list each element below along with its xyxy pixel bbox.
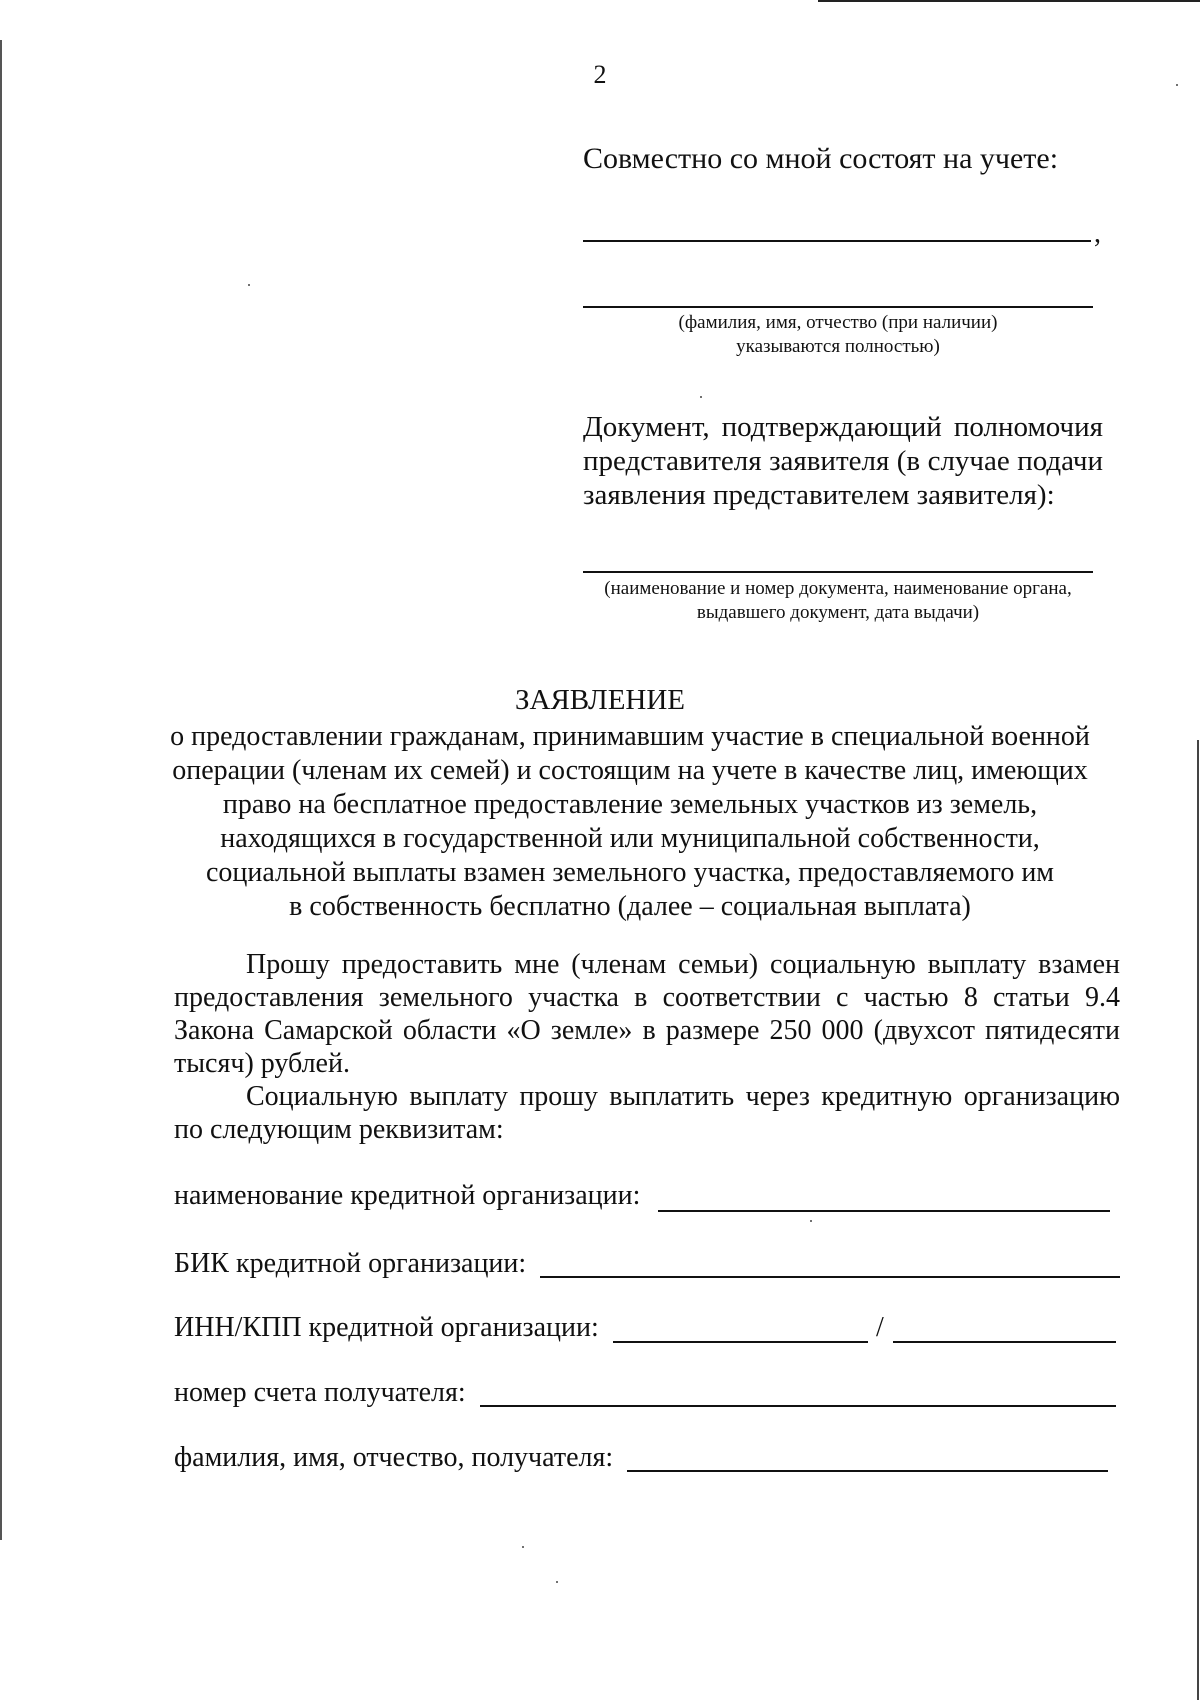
account-number-field[interactable] [480,1405,1116,1407]
bik-label: БИК кредитной организации: [174,1248,527,1279]
bik-field[interactable] [540,1276,1120,1278]
inn-field[interactable] [613,1341,868,1343]
scan-edge-top [818,0,1200,2]
kpp-field[interactable] [893,1341,1116,1343]
page-number: 2 [593,60,607,89]
inn-kpp-label: ИНН/КПП кредитной организации: [174,1312,599,1343]
payment-paragraph: Социальную выплату прошу выплатить через кредитную организацию по следующим реквизитам: [174,1081,1120,1145]
joint-member-line-2[interactable] [583,306,1093,308]
joint-member-line-1[interactable] [583,240,1091,242]
representative-document-caption: (наименование и номер документа, наименование органа, выдавшего документ, дата выдачи) [604,578,1072,623]
scan-speck [248,284,250,286]
recipient-name-field[interactable] [627,1470,1108,1472]
application-title: ЗАЯВЛЕНИЕ [514,684,686,716]
request-paragraph: Прошу предоставить мне (членам семьи) социальную выплату взамен предоставления земельного участка в соответствии с частью 8 статьи 9.4 Закона Самарской области «О земле» в размере 250 000 (двухсот пятидесяти тысяч) рублей. [174,949,1120,1079]
application-subtitle: о предоставлении гражданам, принимавшим участие в специальной военной операции (членам их семей) и состоящим на учете в качестве лиц, имеющих право на бесплатное предоставление земельных участков из земель, находящихся в государственной или муниципальной собственности, социальной выплаты взамен земельного участка, предоставляемого им в собственность бесплатно (далее – социальная выплата) [170,721,1090,922]
account-number-label: номер счета получателя: [174,1377,466,1408]
comma-mark: , [1094,218,1101,249]
scan-speck [700,396,702,398]
bank-name-label: наименование кредитной организации: [174,1180,641,1211]
representative-document-line[interactable] [583,571,1093,573]
joint-registration-title: Совместно со мной состоят на учете: [583,142,1059,175]
scan-speck [522,1546,524,1548]
scan-speck [556,1581,558,1583]
representative-document-text: Документ, подтверждающий полномочия представителя заявителя (в случае подачи заявления представителем заявителя): [583,411,1103,511]
scan-edge-left [0,40,2,1540]
joint-member-caption: (фамилия, имя, отчество (при наличии) указываются полностью) [678,312,998,357]
scan-edge-right [1197,740,1199,1700]
scan-speck [810,1220,812,1222]
recipient-name-label: фамилия, имя, отчество, получателя: [174,1442,614,1473]
bank-name-field[interactable] [658,1210,1110,1212]
inn-kpp-separator: / [876,1312,884,1343]
